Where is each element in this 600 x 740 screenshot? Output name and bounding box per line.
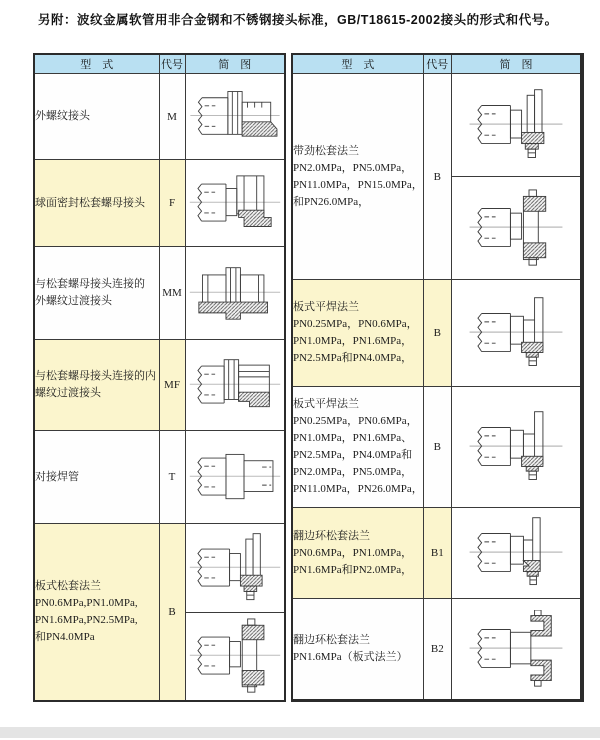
type-text-line: 翻边环松套法兰 [293, 634, 370, 646]
diagram-cell [451, 74, 582, 280]
header-code: 代号 [423, 54, 451, 74]
type-text-line: 和PN26.0MPa， [293, 195, 370, 208]
fittings-table-left [33, 53, 286, 702]
type-text-line: PN0.6MPa,PN1.0MPa, [35, 597, 138, 609]
type-cell [34, 340, 159, 431]
type-text-line: PN2.5MPa，PN4.0MPa和 [293, 449, 413, 461]
table-row [34, 247, 285, 340]
diagram-cell [185, 431, 285, 524]
diagram-box [452, 599, 581, 699]
diagram-cell [451, 599, 582, 701]
type-text-line: 与松套螺母接头连接的 [35, 278, 145, 290]
diagram-box [186, 160, 285, 246]
diagram-box [452, 387, 581, 507]
type-cell [292, 74, 423, 280]
code-cell: T [159, 431, 185, 524]
header-code: 代号 [159, 54, 185, 74]
header-diagram: 简 图 [451, 54, 582, 74]
tables-container [33, 53, 584, 702]
page-edge-strip [0, 727, 600, 738]
header-type: 型 式 [292, 54, 423, 74]
flared-ring-flange-diagram [464, 610, 568, 688]
diagram-box [452, 508, 581, 598]
diagram-box [452, 176, 581, 279]
male-thread-diagram [188, 79, 282, 154]
table-row [34, 340, 285, 431]
diagram-cell [185, 74, 285, 160]
type-text-line: PN1.6MPa和PN2.0MPa， [293, 563, 413, 576]
type-text-line: 外螺纹过渡接头 [35, 295, 112, 307]
diagram-cell [185, 340, 285, 431]
code-cell: B1 [423, 508, 451, 599]
plate-flange-diagram [464, 294, 568, 372]
type-text-line: PN11.0MPa，PN15.0MPa， [293, 178, 423, 191]
type-text-line: 对接焊管 [35, 470, 79, 483]
diagram-cell [185, 247, 285, 340]
type-text-line: PN2.5MPa和PN4.0MPa， [293, 352, 413, 364]
type-text-line: 外螺纹接头 [35, 110, 90, 122]
type-text-line: 板式平焊法兰 [293, 301, 359, 313]
code-cell: B [423, 74, 451, 280]
loose-flange-bolted-diagram [464, 189, 568, 267]
code-cell: B [159, 524, 185, 702]
type-text-line: 翻边环松套法兰 [293, 529, 370, 542]
plate-flange-diagram [464, 408, 568, 486]
type-text-line: PN1.0MPa，PN1.6MPa， [293, 335, 413, 347]
loose-flange-tall-diagram [464, 86, 568, 164]
type-text-line: PN2.0MPa，PN5.0MPa， [293, 161, 413, 174]
type-text-line: 带劲松套法兰 [293, 144, 359, 157]
type-text-line: 和PN4.0MPa [35, 631, 95, 643]
type-text-line: PN1.0MPa，PN1.6MPa、 [293, 432, 413, 444]
code-cell: M [159, 74, 185, 160]
table-row [292, 599, 582, 701]
table-row [34, 431, 285, 524]
diagram-cell [185, 524, 285, 702]
type-text-line: PN0.25MPa，PN0.6MPa， [293, 318, 418, 330]
diagram-box [186, 431, 285, 523]
diagram-box [186, 247, 285, 339]
table-row [34, 74, 285, 160]
type-text-line: PN0.25MPa，PN0.6MPa， [293, 415, 418, 427]
type-cell [34, 431, 159, 524]
type-cell [34, 160, 159, 247]
diagram-box [452, 74, 581, 176]
header-type: 型 式 [34, 54, 159, 74]
code-cell: MF [159, 340, 185, 431]
type-cell [34, 247, 159, 340]
diagram-box [186, 612, 285, 701]
code-cell: F [159, 160, 185, 247]
type-cell [292, 599, 423, 701]
type-text-line: 球面密封松套螺母接头 [35, 196, 145, 209]
type-text-line: 与松套螺母接头连接的内 [35, 370, 156, 382]
type-text-line: PN11.0MPa，PN26.0MPa， [293, 483, 423, 495]
table-row [292, 387, 582, 508]
type-cell [292, 280, 423, 387]
code-cell: B2 [423, 599, 451, 701]
table-row [34, 524, 285, 702]
type-text-line: 板式平焊法兰 [293, 398, 359, 410]
type-cell [292, 508, 423, 599]
code-cell: B [423, 280, 451, 387]
type-text-line: PN2.0MPa，PN5.0MPa， [293, 466, 413, 478]
butt-weld-diagram [188, 438, 282, 516]
type-text-line: PN1.6MPa（板式法兰） [293, 651, 408, 663]
table-row [34, 160, 285, 247]
table-row [292, 280, 582, 387]
loose-flange-tall-diagram [188, 529, 282, 607]
loose-flange-bolted-diagram [188, 617, 282, 695]
flared-ring-flange-tall-diagram [464, 514, 568, 592]
diagram-cell [451, 508, 582, 599]
table-row [292, 74, 582, 280]
double-male-diagram [188, 254, 282, 332]
code-cell: B [423, 387, 451, 508]
type-text-line: 螺纹过渡接头 [35, 387, 101, 399]
code-cell: MM [159, 247, 185, 340]
diagram-box [186, 340, 285, 430]
diagram-box [186, 74, 285, 159]
diagram-cell [185, 160, 285, 247]
type-text-line: PN1.6MPa,PN2.5MPa, [35, 614, 138, 626]
header-diagram: 简 图 [185, 54, 285, 74]
table-row [292, 508, 582, 599]
type-cell [34, 74, 159, 160]
type-cell [34, 524, 159, 702]
type-cell [292, 387, 423, 508]
diagram-cell [451, 387, 582, 508]
diagram-cell [451, 280, 582, 387]
female-adapter-diagram [188, 346, 282, 424]
diagram-box [452, 280, 581, 386]
type-text-line: PN0.6MPa，PN1.0MPa， [293, 546, 413, 559]
page-title: 另附：波纹金属软管用非合金钢和不锈钢接头标准，GB/T18615-2002接头的形式和代号。 [38, 13, 558, 27]
fittings-table-right [291, 53, 584, 702]
type-text-line: 板式松套法兰 [35, 580, 101, 592]
loose-nut-diagram [188, 165, 282, 241]
diagram-box [186, 524, 285, 612]
